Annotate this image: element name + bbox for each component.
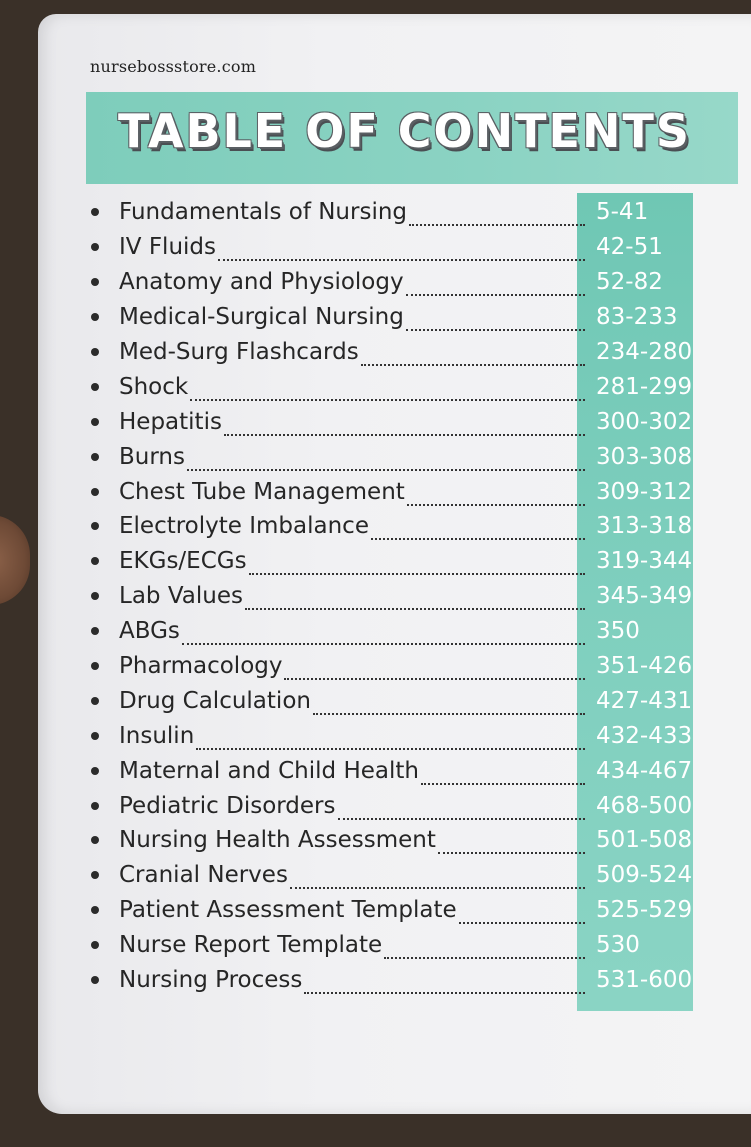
bullet-icon: [91, 697, 99, 705]
toc-entry-title: IV Fluids: [119, 234, 216, 261]
toc-entry-title: Burns: [119, 443, 185, 470]
dot-leader: [421, 783, 585, 785]
toc-entry: [88, 300, 708, 335]
toc-entry-title: Fundamentals of Nursing: [119, 199, 408, 226]
bullet-icon: [91, 662, 99, 670]
toc-entry-title: Hepatitis: [119, 408, 222, 435]
bullet-icon: [91, 278, 99, 286]
dot-leader: [249, 573, 585, 575]
toc-entry-title: Cranial Nerves: [119, 862, 288, 889]
toc-entry-pages: 427-431: [596, 687, 693, 714]
dot-leader: [438, 852, 585, 854]
bullet-icon: [91, 767, 99, 775]
toc-entry: [88, 963, 708, 998]
bullet-icon: [91, 557, 99, 565]
toc-list: [88, 195, 708, 997]
toc-entry-pages: 468-500: [596, 792, 693, 819]
dot-leader: [409, 224, 585, 226]
toc-entry: [88, 195, 708, 230]
bullet-icon: [91, 906, 99, 914]
bullet-icon: [91, 941, 99, 949]
dot-leader: [284, 678, 585, 680]
toc-entry-title: Med-Surg Flashcards: [119, 339, 359, 365]
dot-leader: [196, 748, 585, 750]
bullet-icon: [91, 313, 99, 321]
toc-entry-pages: 434-467: [596, 757, 693, 784]
dot-leader: [218, 259, 585, 261]
bullet-icon: [91, 383, 99, 391]
toc-entry: [88, 823, 708, 858]
bullet-icon: [91, 627, 99, 635]
toc-entry-pages: 281-299: [596, 373, 693, 400]
toc-entry-title: Anatomy and Physiology: [119, 269, 404, 296]
dot-leader: [406, 329, 585, 331]
toc-entry-title: Patient Assessment Template: [119, 897, 457, 924]
dot-leader: [407, 504, 585, 506]
toc-entry-title: Drug Calculation: [119, 687, 311, 714]
toc-entry-pages: 525-529: [596, 897, 693, 924]
toc-entry-pages: 83-233: [596, 304, 678, 331]
finger-in-frame: [0, 515, 30, 605]
bullet-icon: [91, 802, 99, 810]
dot-leader: [290, 887, 585, 889]
bullet-icon: [91, 453, 99, 461]
dot-leader: [187, 469, 585, 471]
toc-entry-title: Nursing Health Assessment: [119, 827, 436, 854]
toc-entry-pages: 350: [596, 618, 640, 645]
toc-entry-title: Nurse Report Template: [119, 932, 383, 959]
toc-entry-title: Shock: [119, 373, 189, 400]
toc-entry-title: Pediatric Disorders: [119, 792, 336, 819]
toc-entry: [88, 404, 708, 439]
toc-entry-pages: 531-600: [596, 967, 693, 994]
toc-entry-pages: 509-524: [596, 862, 693, 889]
toc-entry-pages: 345-349: [596, 583, 693, 610]
toc-entry: [88, 265, 708, 300]
toc-entry-pages: 234-280: [596, 339, 693, 365]
toc-entry-title: Insulin: [119, 722, 195, 749]
dot-leader: [384, 957, 585, 959]
toc-entry: [88, 544, 708, 579]
toc-entry-pages: 351-426: [596, 653, 693, 680]
toc-entry: [88, 753, 708, 788]
toc-entry-title: Lab Values: [119, 583, 243, 610]
toc-entry-pages: 42-51: [596, 234, 663, 261]
toc-entry: [88, 614, 708, 649]
toc-entry: [88, 928, 708, 963]
toc-entry: [88, 509, 708, 544]
toc-entry-title: Pharmacology: [119, 653, 283, 680]
dot-leader: [313, 713, 585, 715]
dot-leader: [371, 538, 585, 540]
bullet-icon: [91, 836, 99, 844]
toc-entry-pages: 319-344: [596, 548, 693, 575]
bullet-icon: [91, 208, 99, 216]
dot-leader: [406, 294, 585, 296]
toc-entry-pages: 303-308: [596, 443, 693, 470]
dot-leader: [182, 643, 585, 645]
toc-entry: [88, 893, 708, 928]
bullet-icon: [91, 592, 99, 600]
bullet-icon: [91, 418, 99, 426]
toc-entry: [88, 579, 708, 614]
toc-entry: [88, 649, 708, 684]
toc-entry: [88, 858, 708, 893]
toc-entry-pages: 501-508: [596, 827, 693, 854]
toc-entry-pages: 530: [596, 932, 640, 959]
toc-entry-pages: 313-318: [596, 513, 693, 540]
toc-entry: [88, 230, 708, 265]
page-title: TABLE OF CONTENTS: [118, 104, 691, 158]
dot-leader: [245, 608, 585, 610]
bullet-icon: [91, 976, 99, 984]
toc-entry-title: Maternal and Child Health: [119, 757, 419, 784]
bullet-icon: [91, 871, 99, 879]
bullet-icon: [91, 243, 99, 251]
dot-leader: [190, 399, 585, 401]
toc-entry-pages: 52-82: [596, 269, 663, 296]
toc-entry-pages: 309-312: [596, 478, 693, 505]
toc-entry: [88, 369, 708, 404]
site-url: nursebossstore.com: [90, 57, 257, 76]
dot-leader: [361, 364, 585, 366]
dot-leader: [224, 434, 585, 436]
dot-leader: [304, 992, 585, 994]
toc-entry-title: ABGs: [119, 618, 180, 645]
toc-entry: [88, 788, 708, 823]
bullet-icon: [91, 348, 99, 356]
bullet-icon: [91, 732, 99, 740]
toc-entry-title: Chest Tube Management: [119, 478, 405, 505]
toc-entry-title: Medical-Surgical Nursing: [119, 304, 404, 331]
toc-entry: [88, 335, 708, 370]
toc-entry-title: Electrolyte Imbalance: [119, 513, 369, 540]
toc-entry-pages: 5-41: [596, 199, 649, 226]
dot-leader: [338, 818, 585, 820]
toc-entry: [88, 439, 708, 474]
toc-entry-pages: 432-433: [596, 722, 693, 749]
toc-entry-title: Nursing Process: [119, 967, 303, 994]
toc-entry: [88, 718, 708, 753]
dot-leader: [459, 922, 585, 924]
bullet-icon: [91, 522, 99, 530]
toc-entry-pages: 300-302: [596, 408, 693, 435]
bullet-icon: [91, 488, 99, 496]
toc-entry-title: EKGs/ECGs: [119, 548, 247, 575]
toc-entry: [88, 683, 708, 718]
toc-entry: [88, 474, 708, 509]
